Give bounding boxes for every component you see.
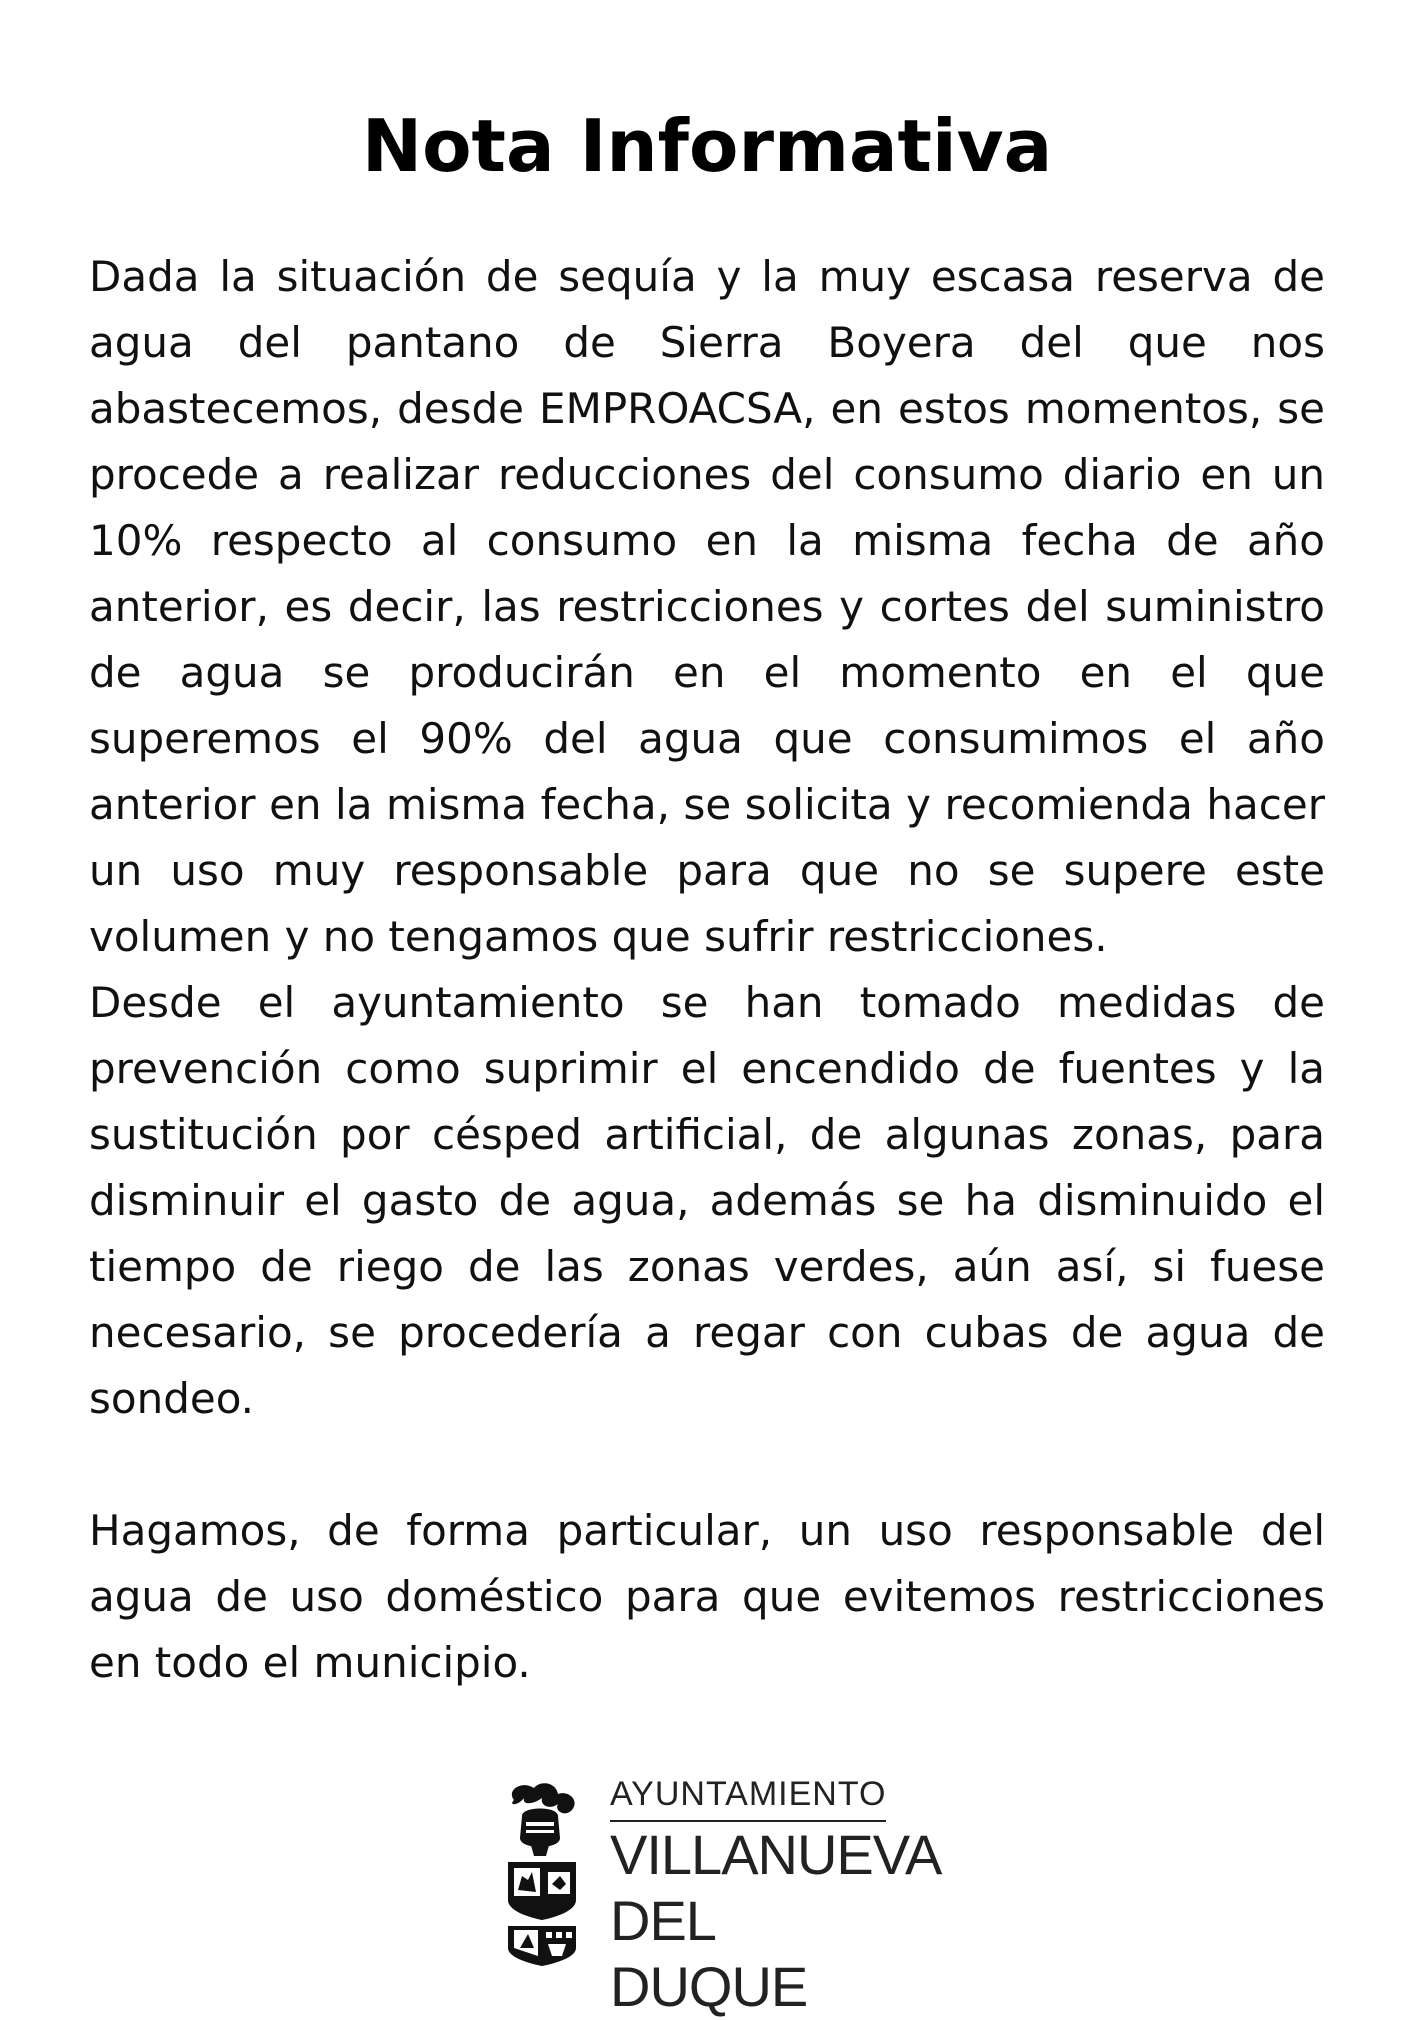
paragraph-prevention: Desde el ayuntamiento se han tomado medidas de prevención como suprimir el encendido de fuentes y la sustitución por césped artificial, de algunas zonas, para disminuir el gasto de agua, además se ha disminuido el tiempo de riego de las zonas verdes, aún así, si fuese necesario, se procedería a regar con cubas de agua de sondeo. <box>89 978 1325 1423</box>
municipal-crest-icon <box>500 1780 584 1966</box>
notice-body <box>89 244 1325 1696</box>
town-hall-logo <box>500 1772 942 2018</box>
page-title: Nota Informativa <box>361 104 1053 188</box>
town-hall-name <box>610 1772 942 2020</box>
logo-villanueva: VILLANUEVA <box>610 1823 942 1886</box>
logo-ayuntamiento: AYUNTAMIENTO <box>610 1772 886 1822</box>
logo-del-duque: DEL DUQUE <box>610 1889 808 2018</box>
paragraph-drought: Dada la situación de sequía y la muy escasa reserva de agua del pantano de Sierra Boyera del que nos abastecemos, desde EMPROACSA, en estos momentos, se procede a realizar reducciones del consumo diario en un 10% respecto al consumo en la misma fecha de año anterior, es decir, las restricciones y cortes del suministro de agua se producirán en el momento en el que superemos el 90% del agua que consumimos el año anterior en la misma fecha, se solicita y recomienda hacer un uso muy responsable para que no se supere este volumen y no tengamos que sufrir restricciones. <box>89 252 1325 961</box>
paragraph-appeal: Hagamos, de forma particular, un uso responsable del agua de uso doméstico para que evitemos restricciones en todo el municipio. <box>89 1506 1325 1687</box>
